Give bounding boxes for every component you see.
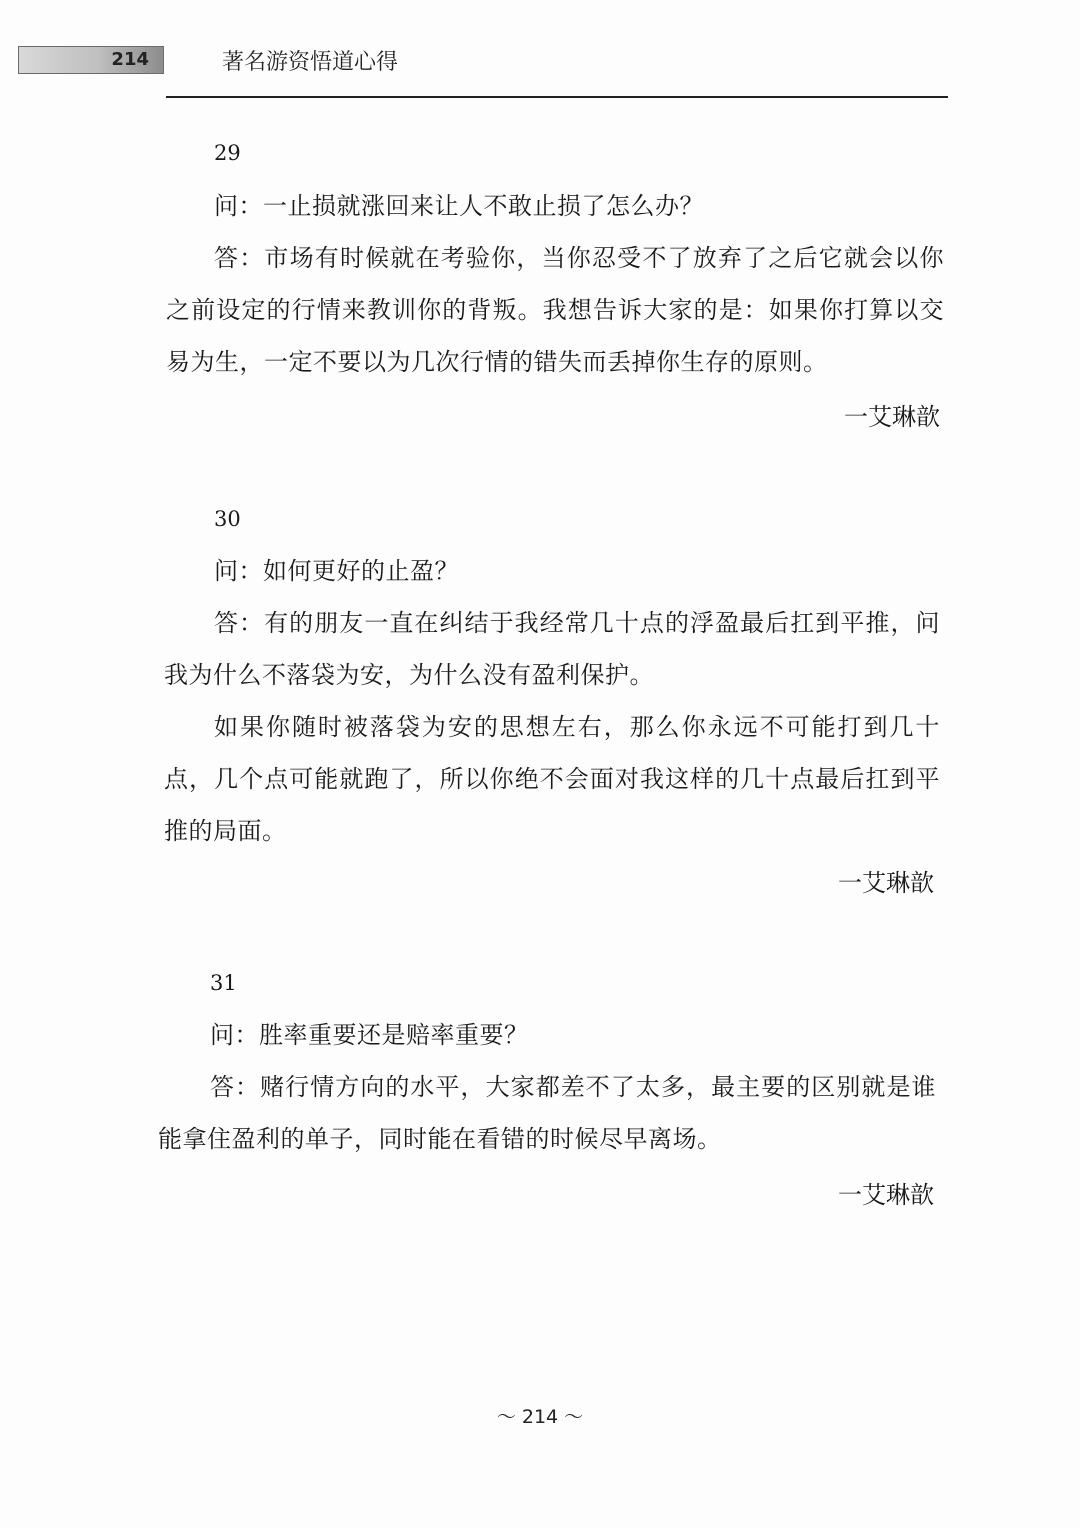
entry-answer-continued: 如果你随时被落袋为安的思想左右，那么你永远不可能打到几十点，几个点可能就跑了，所以你绝不会面对我这样的几十点最后扛到平推的局面。 bbox=[164, 713, 940, 845]
entry-answer: 答：市场有时候就在考验你，当你忍受不了放弃了之后它就会以你之前设定的行情来教训你的背叛。我想告诉大家的是：如果你打算以交易为生，一定不要以为几次行情的错失而丢掉你生存的原则。 bbox=[166, 244, 944, 376]
entry-question: 问：一止损就涨回来让人不敢止损了怎么办？ bbox=[214, 192, 704, 220]
header-book-title: 著名游资悟道心得 bbox=[222, 50, 399, 75]
entry-signature: 一艾琳歆 bbox=[838, 1181, 934, 1209]
entry-number: 29 bbox=[214, 141, 241, 165]
entry-number: 31 bbox=[210, 971, 237, 995]
entry-answer: 答：有的朋友一直在纠结于我经常几十点的浮盈最后扛到平推，问我为什么不落袋为安，为什么没有盈利保护。 bbox=[164, 609, 940, 689]
entry-number: 30 bbox=[214, 507, 241, 531]
entry-signature: 一艾琳歆 bbox=[844, 403, 940, 431]
header-divider bbox=[166, 96, 948, 98]
header-page-number: 214 bbox=[111, 49, 149, 70]
footer-page-number: ～ 214 ～ bbox=[496, 1406, 584, 1428]
entry-answer: 答：赌行情方向的水平，大家都差不了太多，最主要的区别就是谁能拿住盈利的单子，同时能在看错的时候尽早离场。 bbox=[158, 1073, 936, 1153]
entry-question: 问：胜率重要还是赔率重要？ bbox=[210, 1021, 529, 1049]
header-page-tab bbox=[18, 46, 164, 74]
entry-question: 问：如何更好的止盈？ bbox=[214, 557, 459, 585]
entry-signature: 一艾琳歆 bbox=[838, 869, 934, 897]
